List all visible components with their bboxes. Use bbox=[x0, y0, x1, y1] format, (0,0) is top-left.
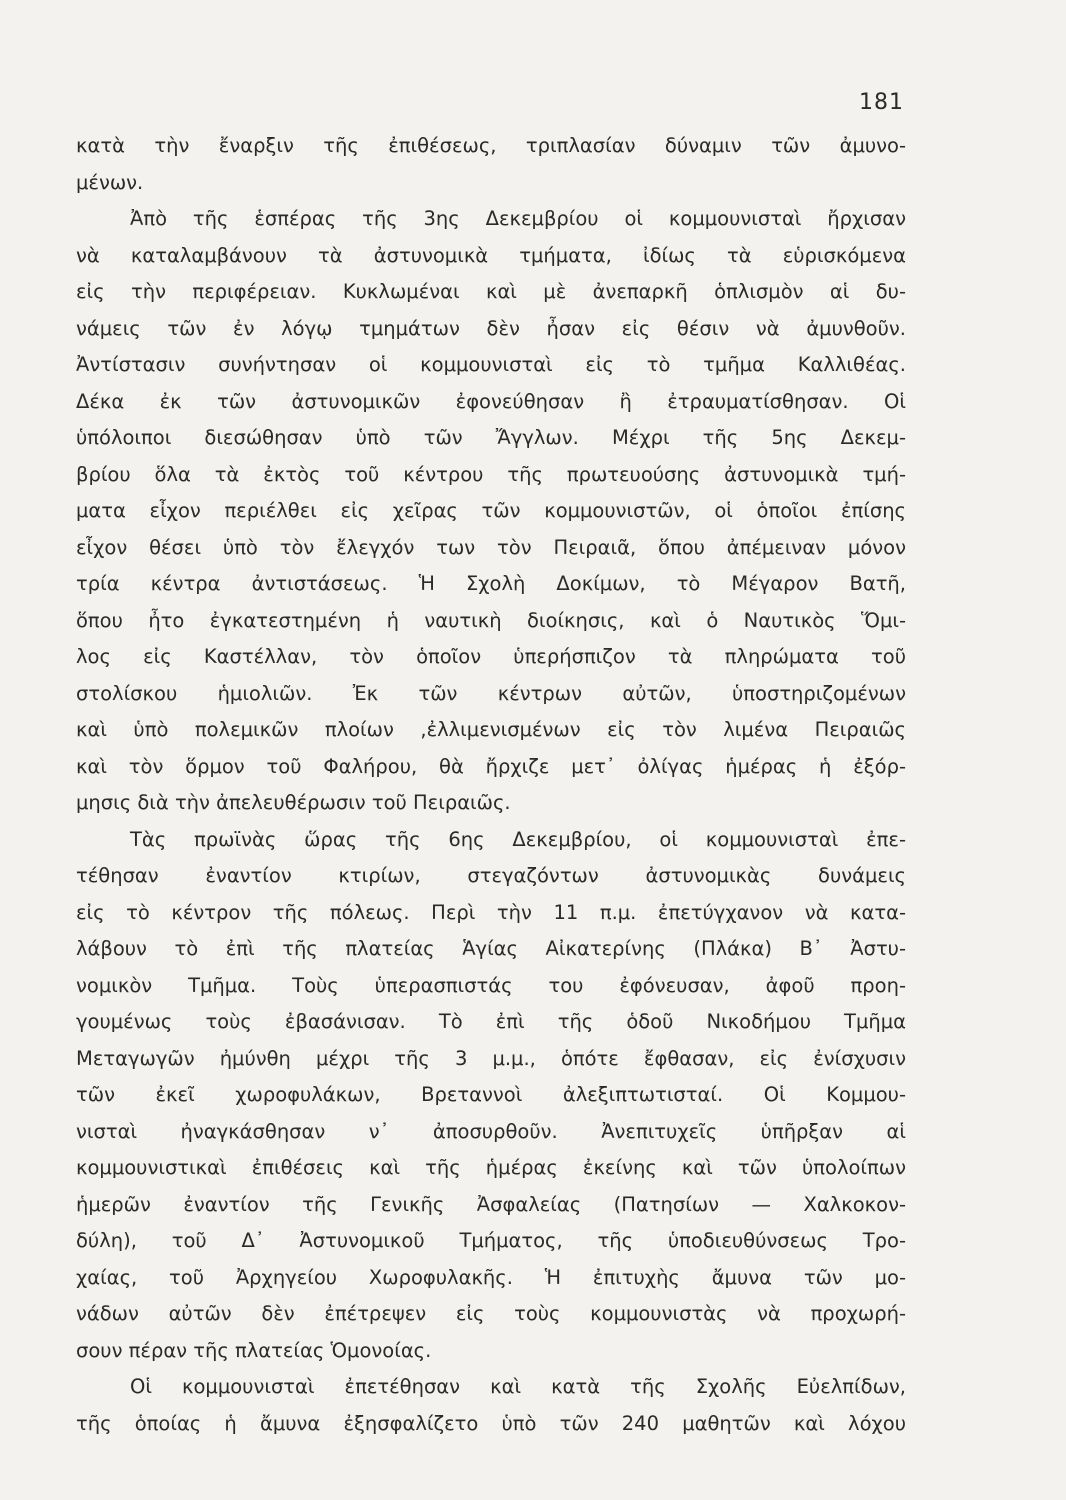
text-line: γουμένως τοὺς ἐβασάνισαν. Τὸ ἐπὶ τῆς ὁδοῦ Νικοδήμου Τμῆμα bbox=[76, 1010, 906, 1033]
text-line: εἰς τὸ κέντρον τῆς πόλεως. Περὶ τὴν 11 π.μ. ἐπετύγχανον νὰ κατα- bbox=[76, 900, 906, 924]
text-line: Οἱ κομμουνισταὶ ἐπετέθησαν καὶ κατὰ τῆς Σχολῆς Εὐελπίδων, bbox=[130, 1375, 906, 1398]
text-line: τῆς ὁποίας ἡ ἄμυνα ἐξησφαλίζετο ὑπὸ τῶν 240 μαθητῶν καὶ λόχου bbox=[76, 1411, 906, 1435]
text-line: καὶ τὸν ὅρμον τοῦ Φαλήρου, θὰ ἤρχιζε μετ᾽ ὀλίγας ἡμέρας ἡ ἐξόρ- bbox=[76, 754, 906, 778]
text-line: δύλη), τοῦ Δ᾽ Ἀστυνομικοῦ Τμήματος, τῆς ὑποδιευθύνσεως Τρο- bbox=[76, 1229, 906, 1252]
text-line: βρίου ὅλα τὰ ἐκτὸς τοῦ κέντρου τῆς πρωτευούσης ἀστυνομικὰ τμή- bbox=[76, 462, 906, 486]
text-line: νομικὸν Τμῆμα. Τοὺς ὑπερασπιστάς του ἐφόνευσαν, ἀφοῦ προη- bbox=[76, 973, 906, 997]
text-line: χαίας, τοῦ Ἀρχηγείου Χωροφυλακῆς. Ἡ ἐπιτυχὴς ἄμυνα τῶν μο- bbox=[76, 1265, 906, 1289]
text-line: εἶχον θέσει ὑπὸ τὸν ἔλεγχόν των τὸν Πειραιᾶ, ὅπου ἀπέμειναν μόνον bbox=[76, 535, 906, 559]
text-line: τρία κέντρα ἀντιστάσεως. Ἡ Σχολὴ Δοκίμων, τὸ Μέγαρον Βατῆ, bbox=[76, 572, 906, 595]
text-line: Ἀντίστασιν συνήντησαν οἱ κομμουνισταὶ εἰς τὸ τμῆμα Καλλιθέας. bbox=[76, 353, 906, 376]
text-line: ἡμερῶν ἐναντίον τῆς Γενικῆς Ἀσφαλείας (Πατησίων — Χαλκοκον- bbox=[76, 1192, 906, 1216]
text-line: κατὰ τὴν ἔναρξιν τῆς ἐπιθέσεως, τριπλασίαν δύναμιν τῶν ἀμυνο- bbox=[76, 134, 906, 157]
text-line: στολίσκου ἡμιολιῶν. Ἐκ τῶν κέντρων αὐτῶν, ὑποστηριζομένων bbox=[76, 681, 906, 705]
text-line: τῶν ἐκεῖ χωροφυλάκων, Βρεταννοὶ ἀλεξιπτωτισταί. Οἱ Κομμου- bbox=[76, 1083, 906, 1106]
text-line: Ἀπὸ τῆς ἑσπέρας τῆς 3ης Δεκεμβρίου οἱ κομμουνισταὶ ἤρχισαν bbox=[130, 207, 906, 230]
text-line: Δέκα ἐκ τῶν ἀστυνομικῶν ἐφονεύθησαν ἢ ἐτραυματίσθησαν. Οἱ bbox=[76, 389, 906, 413]
text-line: σουν πέραν τῆς πλατείας Ὁμονοίας. bbox=[76, 1338, 432, 1362]
text-line: καὶ ὑπὸ πολεμικῶν πλοίων ,ἐλλιμενισμένων εἰς τὸν λιμένα Πειραιῶς bbox=[76, 718, 906, 741]
text-line: μένων. bbox=[76, 170, 144, 194]
text-line: λάβουν τὸ ἐπὶ τῆς πλατείας Ἁγίας Αἰκατερίνης (Πλάκα) Β᾽ Ἀστυ- bbox=[76, 937, 906, 960]
text-line: λος εἰς Καστέλλαν, τὸν ὁποῖον ὑπερήσπιζον τὰ πληρώματα τοῦ bbox=[76, 645, 906, 668]
text-line: εἰς τὴν περιφέρειαν. Κυκλωμέναι καὶ μὲ ἀνεπαρκῆ ὁπλισμὸν αἱ δυ- bbox=[76, 280, 906, 303]
text-line: ματα εἶχον περιέλθει εἰς χεῖρας τῶν κομμουνιστῶν, οἱ ὁποῖοι ἐπίσης bbox=[76, 499, 906, 522]
text-line: κομμουνιστικαὶ ἐπιθέσεις καὶ τῆς ἡμέρας ἐκείνης καὶ τῶν ὑπολοίπων bbox=[76, 1156, 906, 1179]
page-number: 181 bbox=[859, 90, 904, 115]
text-line: τέθησαν ἐναντίον κτιρίων, στεγαζόντων ἀστυνομικὰς δυνάμεις bbox=[76, 864, 906, 887]
text-line: μησις διὰ τὴν ἀπελευθέρωσιν τοῦ Πειραιῶς. bbox=[76, 791, 511, 814]
body-text bbox=[76, 128, 906, 1442]
text-line: ὑπόλοιποι διεσώθησαν ὑπὸ τῶν Ἄγγλων. Μέχρι τῆς 5ης Δεκεμ- bbox=[76, 426, 906, 449]
text-line: νὰ καταλαμβάνουν τὰ ἀστυνομικὰ τμήματα, ἰδίως τὰ εὑρισκόμενα bbox=[76, 243, 906, 267]
text-line: νισταὶ ἠναγκάσθησαν ν᾽ ἀποσυρθοῦν. Ἀνεπιτυχεῖς ὑπῆρξαν αἱ bbox=[76, 1119, 906, 1143]
text-line: ὅπου ἦτο ἐγκατεστημένη ἡ ναυτικὴ διοίκησις, καὶ ὁ Ναυτικὸς Ὅμι- bbox=[76, 608, 906, 632]
text-line: Μεταγωγῶν ἠμύνθη μέχρι τῆς 3 μ.μ., ὁπότε ἔφθασαν, εἰς ἐνίσχυσιν bbox=[76, 1046, 906, 1070]
text-line: νάμεις τῶν ἐν λόγῳ τμημάτων δὲν ἦσαν εἰς θέσιν νὰ ἀμυνθοῦν. bbox=[76, 316, 906, 340]
text-line: Τὰς πρωϊνὰς ὥρας τῆς 6ης Δεκεμβρίου, οἱ κομμουνισταὶ ἐπε- bbox=[130, 827, 906, 851]
text-line: νάδων αὐτῶν δὲν ἐπέτρεψεν εἰς τοὺς κομμουνιστὰς νὰ προχωρή- bbox=[76, 1302, 906, 1325]
